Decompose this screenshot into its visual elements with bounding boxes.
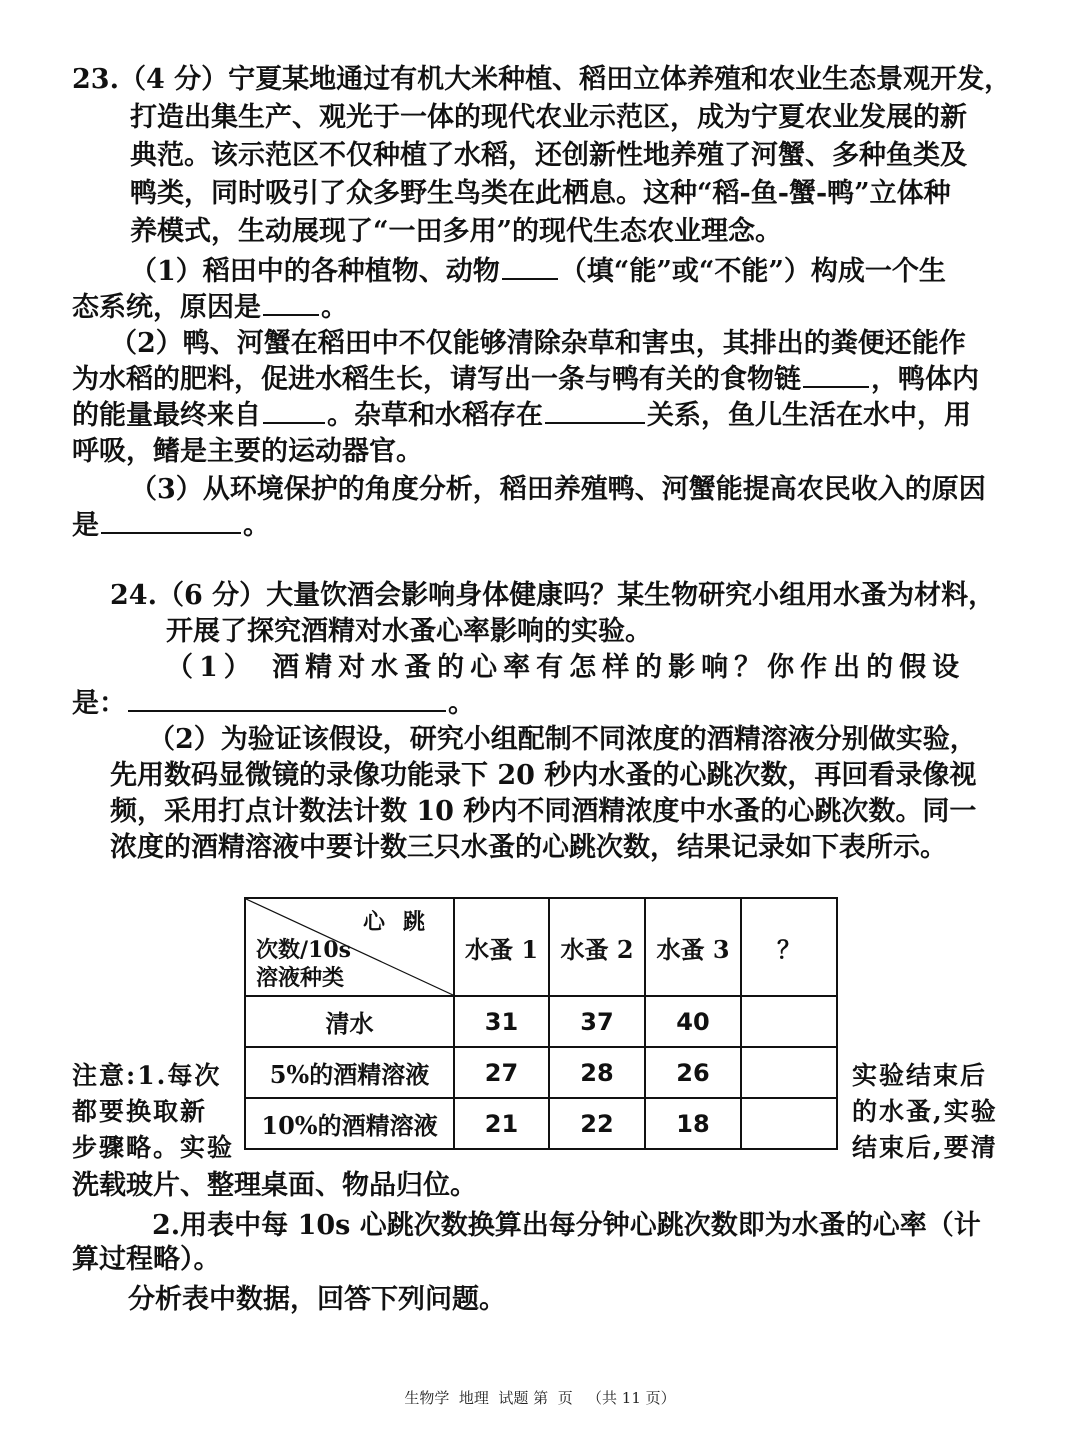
note-2-line2: 算过程略）。 — [72, 1244, 221, 1275]
q23-part2-text-c: ，鸭体内 — [871, 364, 979, 395]
q23-part1-text-a: （1）稻田中的各种植物、动物 — [130, 256, 500, 287]
q23-line-3: 典范。该示范区不仅种植了水稻，还创新性地养殖了河蟹、多种鱼类及 — [130, 140, 967, 171]
q23-line-5: 养模式，生动展现了“一田多用”的现代生态农业理念。 — [130, 216, 783, 247]
q24-part1-text-b: 是： — [72, 688, 126, 719]
row-label: 5%的酒精溶液 — [245, 1047, 454, 1098]
q23-part2-text-e: 。杂草和水稻存在 — [327, 400, 543, 431]
q23-part3-text-b: 是 — [72, 510, 99, 541]
q24-part1-line1: （1） 酒精对水蚤的心率有怎样的影响？你作出的假设 — [166, 652, 966, 683]
q23-part2-text-b: 为水稻的肥料，促进水稻生长，请写出一条与鸭有关的食物链 — [72, 364, 801, 395]
q23-part3-text-c: 。 — [243, 510, 270, 541]
answer-blank[interactable] — [803, 382, 869, 388]
table-cell: 40 — [645, 996, 741, 1047]
note-left-3: 步骤略。实验 — [72, 1133, 235, 1162]
answer-blank[interactable] — [502, 274, 558, 280]
q23-line-2: 打造出集生产、观光于一体的现代农业示范区，成为宁夏农业发展的新 — [130, 102, 967, 133]
note-left-2: 都要换取新 — [72, 1097, 208, 1126]
header-solution-label: 溶液种类 — [256, 965, 345, 991]
row-label: 清水 — [245, 996, 454, 1047]
q23-part1-line1 — [130, 254, 946, 290]
table-cell-empty[interactable] — [741, 1098, 837, 1149]
q24-part2-line3: 频，采用打点计数法计数 10 秒内不同酒精浓度中水蚤的心跳次数。同一 — [110, 796, 977, 827]
q23-part1-text-d: 。 — [321, 292, 348, 323]
column-header: 水蚤 3 — [645, 898, 741, 996]
q24-part1-line2 — [72, 686, 475, 722]
column-header: 水蚤 2 — [549, 898, 645, 996]
page-footer: 生物学 地理 试题 第 页 （共 11 页） — [404, 1389, 676, 1407]
note-left-1: 注意:1.每次 — [72, 1061, 222, 1090]
note-right-2: 的水蚤,实验 — [852, 1097, 998, 1126]
analyze-instruction: 分析表中数据，回答下列问题。 — [128, 1284, 506, 1315]
header-heartbeat-label: 心跳 — [362, 909, 443, 935]
q23-part2-line2 — [72, 362, 979, 398]
q24-part2-line4: 浓度的酒精溶液中要计数三只水蚤的心跳次数，结果记录如下表所示。 — [110, 832, 947, 863]
note-continuation: 洗载玻片、整理桌面、物品归位。 — [72, 1170, 477, 1201]
table-cell: 31 — [454, 996, 549, 1047]
diagonal-header-cell — [245, 898, 454, 996]
q23-part2-line1: （2）鸭、河蟹在稻田中不仅能够清除杂草和害虫，其排出的粪便还能作 — [110, 328, 966, 359]
table-cell: 26 — [645, 1047, 741, 1098]
answer-blank[interactable] — [263, 418, 325, 424]
heart-rate-table — [244, 897, 838, 1150]
note-right-3: 结束后,要清 — [852, 1133, 998, 1162]
row-label: 10%的酒精溶液 — [245, 1098, 454, 1149]
column-header: 水蚤 1 — [454, 898, 549, 996]
header-count-label: 次数/10s — [256, 937, 352, 963]
table-row — [245, 1047, 837, 1098]
table-header-row — [245, 898, 837, 996]
table-cell: 28 — [549, 1047, 645, 1098]
column-header: ？ — [741, 898, 837, 996]
table-row — [245, 1098, 837, 1149]
table-cell-empty[interactable] — [741, 996, 837, 1047]
q23-part1-line2 — [72, 290, 348, 326]
table-cell: 37 — [549, 996, 645, 1047]
q23-part2-line4: 呼吸，鳍是主要的运动器官。 — [72, 436, 423, 467]
note-right-1: 实验结束后 — [852, 1061, 988, 1090]
table-cell-empty[interactable] — [741, 1047, 837, 1098]
q23-line-4: 鸭类，同时吸引了众多野生鸟类在此栖息。这种“稻-鱼-蟹-鸭”立体种 — [130, 178, 951, 209]
q24-part2-line2: 先用数码显微镜的录像功能录下 20 秒内水蚤的心跳次数，再回看录像视 — [110, 760, 977, 791]
table-cell: 27 — [454, 1047, 549, 1098]
q24-part2-line1: （2）为验证该假设，研究小组配制不同浓度的酒精溶液分别做实验， — [148, 724, 977, 755]
table-cell: 18 — [645, 1098, 741, 1149]
q23-part1-text-b: （填“能”或“不能”）构成一个生 — [559, 256, 946, 287]
q23-part1-text-c: 态系统，原因是 — [72, 292, 261, 323]
q24-part1-text-c: 。 — [448, 688, 475, 719]
q23-line-1: 23.（4 分）宁夏某地通过有机大米种植、稻田立体养殖和农业生态景观开发， — [72, 64, 1012, 95]
q23-part3-line2 — [72, 508, 270, 544]
table-cell: 22 — [549, 1098, 645, 1149]
q23-part2-line3 — [72, 398, 971, 434]
table-cell: 21 — [454, 1098, 549, 1149]
q24-line-2: 开展了探究酒精对水蚤心率影响的实验。 — [166, 616, 652, 647]
answer-blank[interactable] — [128, 706, 446, 712]
table-row — [245, 996, 837, 1047]
q23-part2-text-f: 关系，鱼儿生活在水中，用 — [647, 400, 971, 431]
q24-line-1: 24.（6 分）大量饮酒会影响身体健康吗？某生物研究小组用水蚤为材料， — [110, 580, 996, 611]
q23-part3-line1: （3）从环境保护的角度分析，稻田养殖鸭、河蟹能提高农民收入的原因 — [130, 474, 986, 505]
answer-blank[interactable] — [263, 310, 319, 316]
note-2-line1: 2.用表中每 10s 心跳次数换算出每分钟心跳次数即为水蚤的心率（计 — [152, 1210, 981, 1241]
answer-blank[interactable] — [101, 528, 241, 534]
q23-part2-text-d: 的能量最终来自 — [72, 400, 261, 431]
answer-blank[interactable] — [545, 418, 645, 424]
